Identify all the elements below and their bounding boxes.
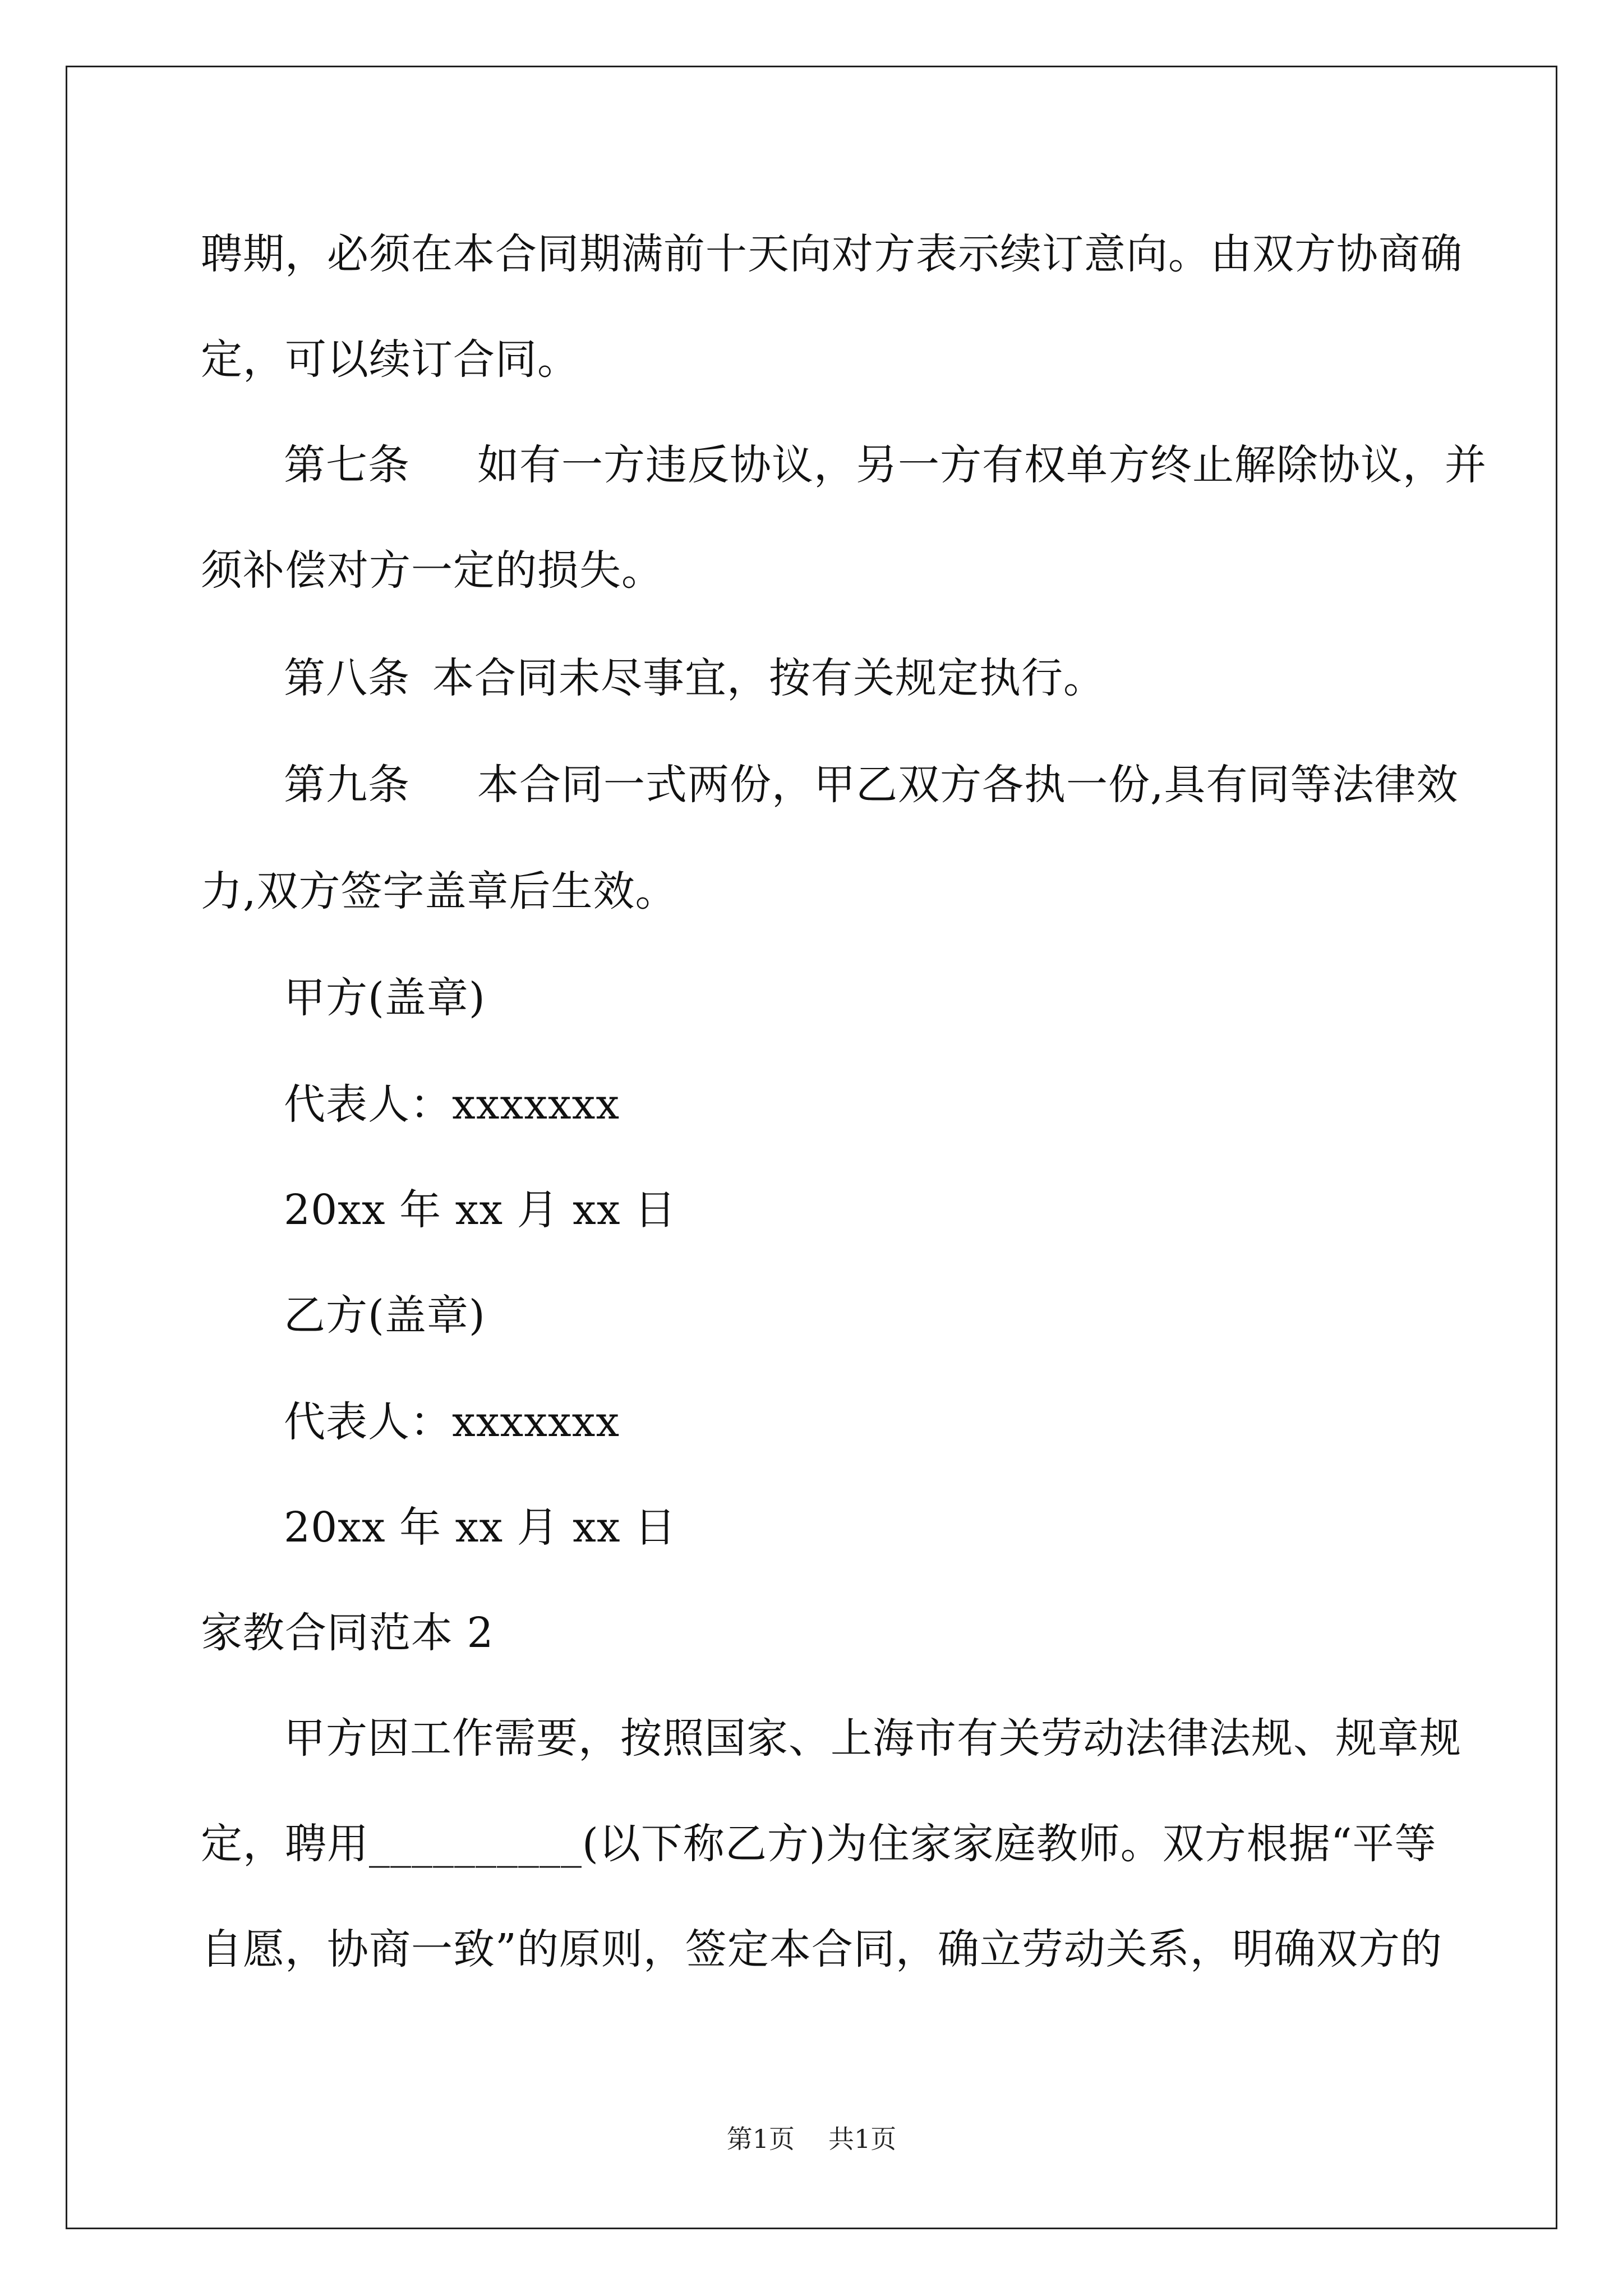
article-9 [284, 761, 1459, 809]
page-footer [0, 2126, 1623, 2152]
article-number: 第九条 [284, 761, 410, 809]
section-heading: 家教合同范本 2 [201, 1609, 494, 1657]
paragraph-line: 力,双方签字盖章后生效。 [201, 867, 677, 915]
paragraph-line: 甲方因工作需要，按照国家、上海市有关劳动法律法规、规章规 [284, 1714, 1461, 1763]
party-a-seal: 甲方(盖章) [284, 974, 486, 1022]
article-text: 本合同未尽事宜，按有关规定执行。 [432, 654, 1105, 702]
paragraph-line: 定，聘用__________(以下称乙方)为住家家庭教师。双方根据“平等 [201, 1820, 1437, 1868]
article-7 [284, 441, 1487, 489]
paragraph-line: 定，可以续订合同。 [201, 335, 579, 384]
page-border [66, 66, 1557, 2229]
party-b-seal: 乙方(盖章) [284, 1291, 486, 1340]
article-text: 如有一方违反协议，另一方有权单方终止解除协议，并 [477, 441, 1487, 489]
paragraph-line: 聘期，必须在本合同期满前十天向对方表示续订意向。由双方协商确 [201, 230, 1463, 278]
party-b-date: 20xx 年 xx 月 xx 日 [284, 1503, 677, 1552]
paragraph-line: 自愿，协商一致”的原则，签定本合同，确立劳动关系，明确双方的 [201, 1925, 1442, 1973]
page-total: 共1页 [828, 2124, 897, 2154]
article-8 [284, 654, 1105, 702]
paragraph-line: 须补偿对方一定的损失。 [201, 546, 663, 595]
article-number: 第七条 [284, 441, 410, 489]
page-number: 第1页 [726, 2124, 795, 2154]
article-text: 本合同一式两份，甲乙双方各执一份,具有同等法律效 [477, 761, 1459, 809]
party-a-representative: 代表人：xxxxxxx [284, 1080, 620, 1129]
party-b-representative: 代表人：xxxxxxx [284, 1398, 620, 1446]
party-a-date: 20xx 年 xx 月 xx 日 [284, 1186, 677, 1234]
article-number: 第八条 [284, 654, 410, 702]
